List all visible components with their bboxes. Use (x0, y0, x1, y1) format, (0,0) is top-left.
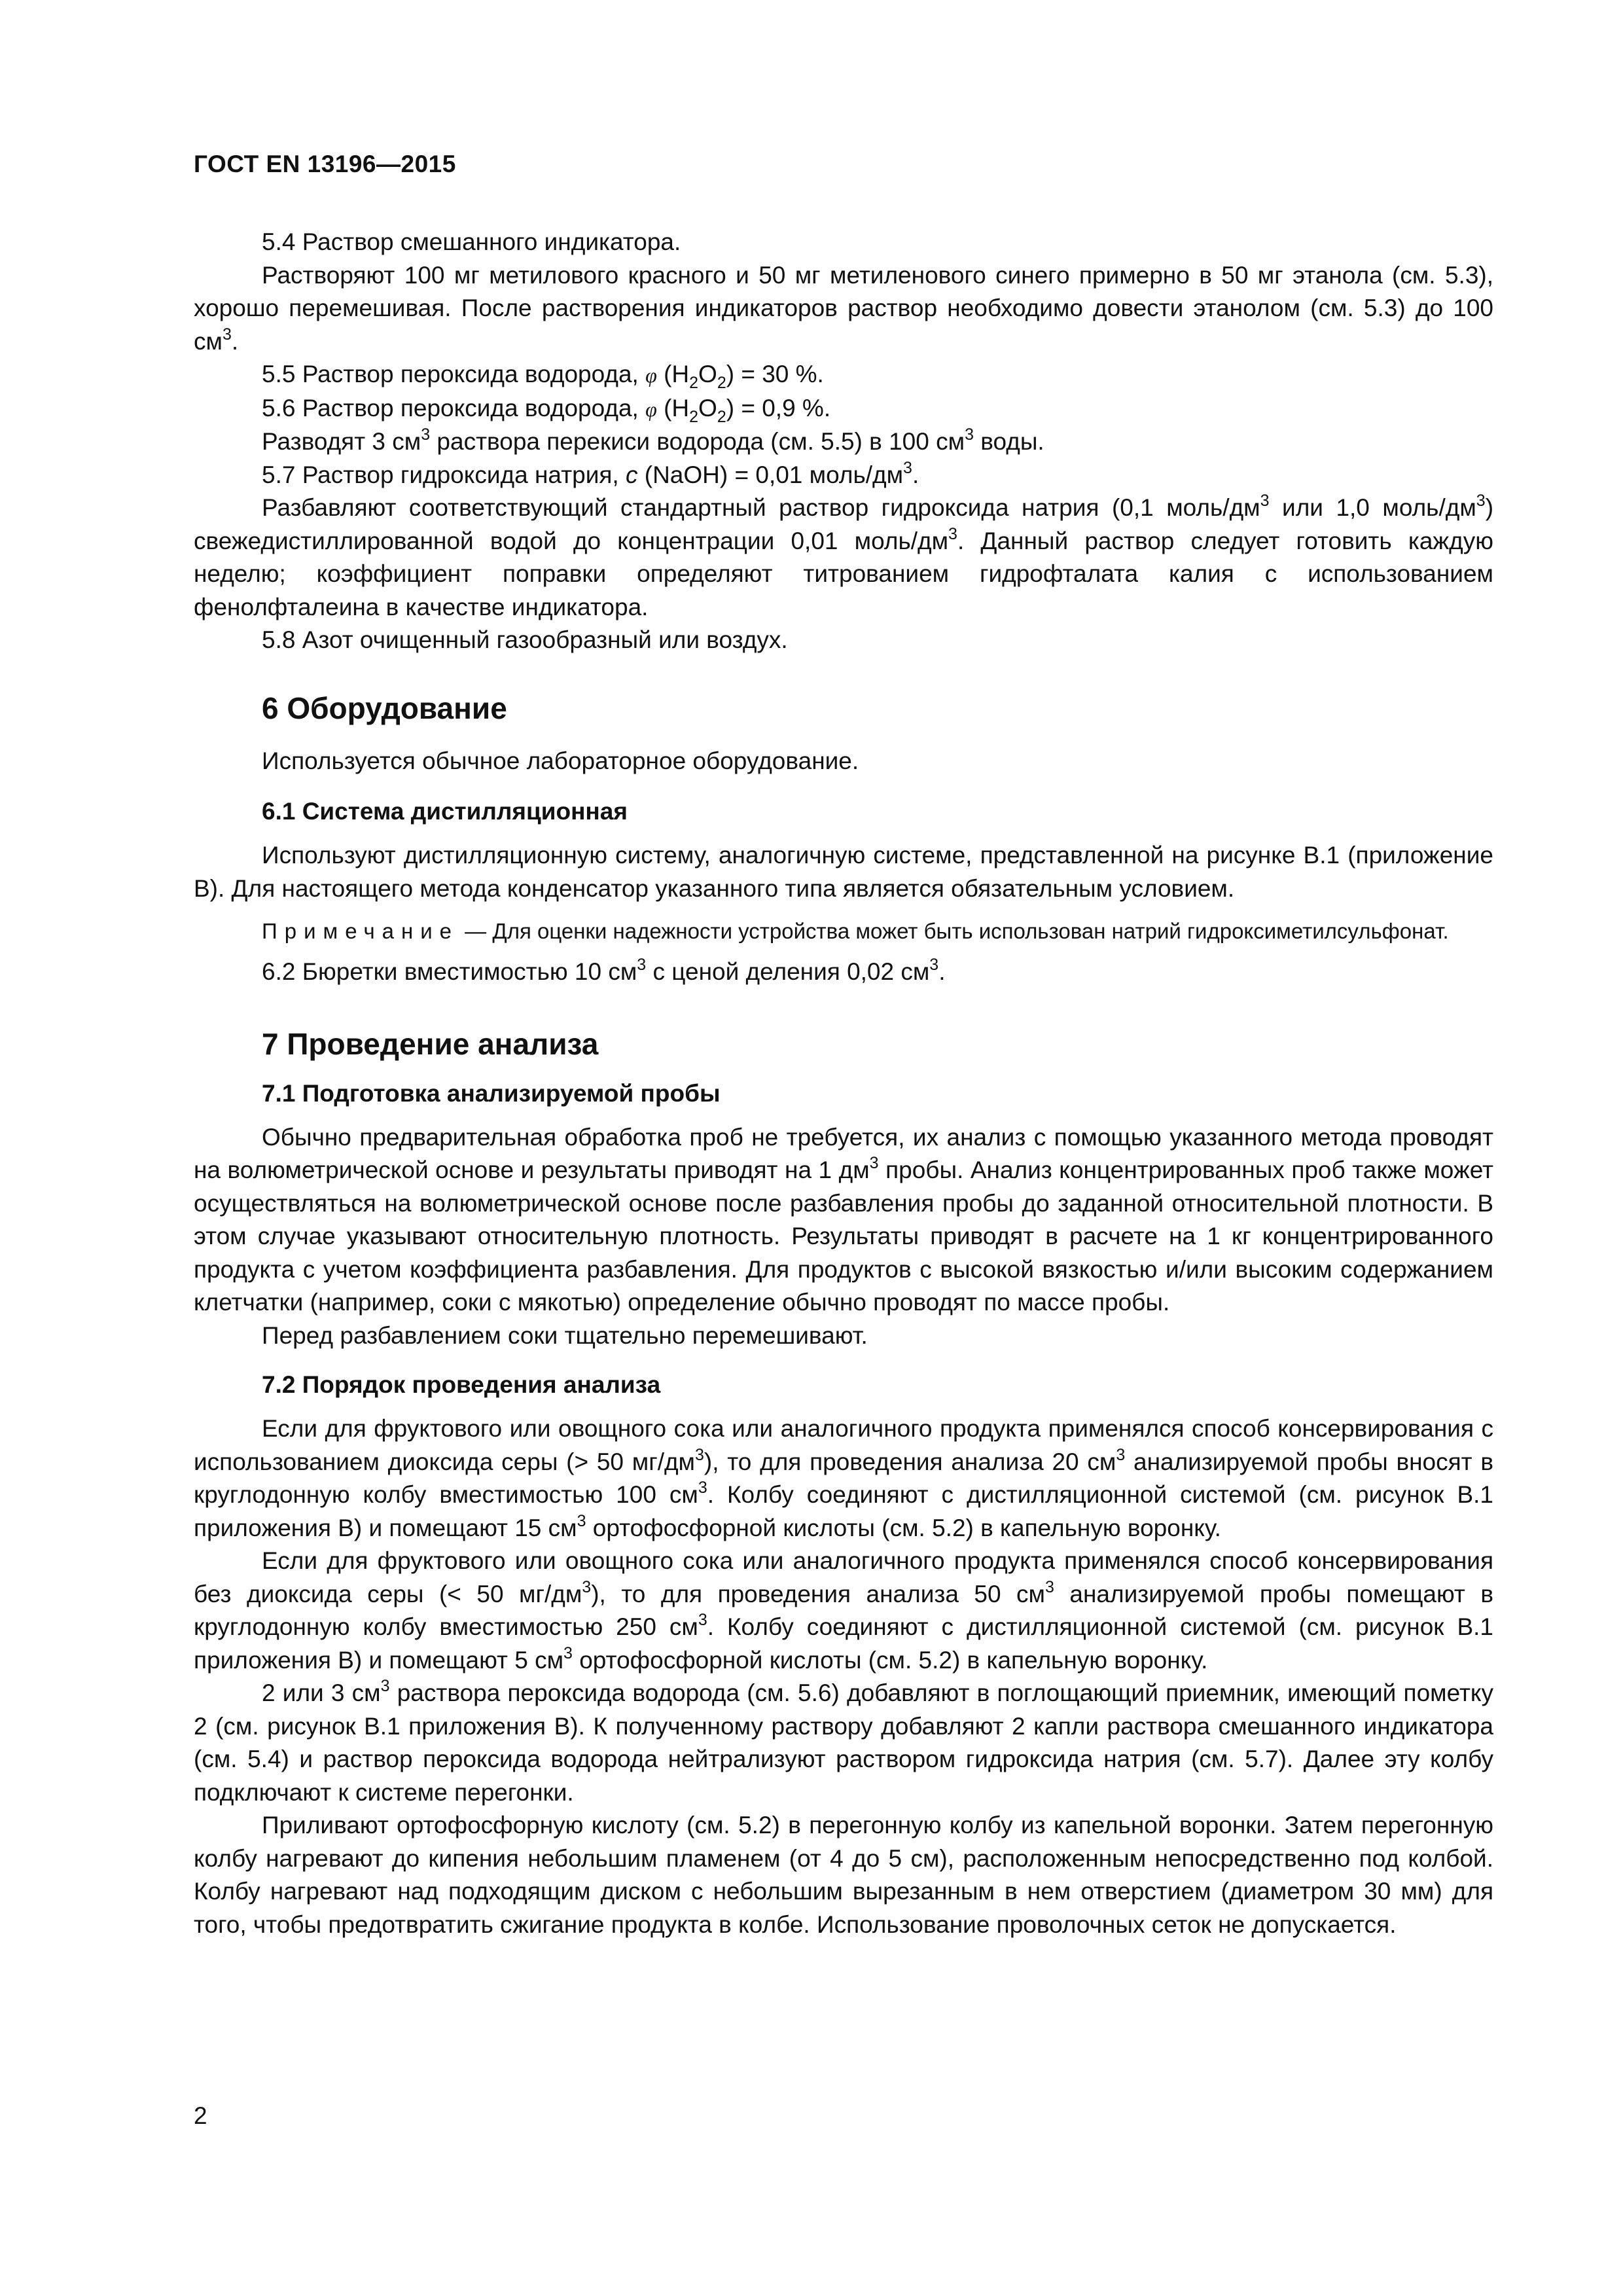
section-heading-7: 7 Проведение анализа (262, 1026, 599, 1061)
subsection-heading-6-1: 6.1 Система дистилляционная (262, 798, 628, 825)
page-number: 2 (194, 2102, 207, 2129)
paragraph-5-4: 5.4 Раствор смешанного индикатора. (262, 228, 681, 255)
paragraph-5-6-text: Разводят 3 $см^3$ раствора перекиси водорода (см. 5.5) в 100 $см^3$ воды. (262, 425, 1044, 455)
subsection-heading-7-2: 7.2 Порядок проведения анализа (262, 1371, 661, 1398)
paragraph-5-8: 5.8 Азот очищенный газообразный или воздух. (262, 626, 788, 653)
paragraph-7-2-a: Если для фруктового или овощного сока или аналогичного продукта применялся способ консервирования с использованием диоксида серы (> 50 $мг/дм^3$), то для проведения анализа 20 $см^3$ анализируемой пробы вносят в круглодонную колбу вместимостью 100 $см^3$. Колбу соединяют с дистилляционной системой (см. рисунок В.1 приложения В) и помещают 15 $см^3$ ортофосфорной кислоты (см. 5.2) в капельную воронку. (194, 1415, 1494, 1541)
paragraph-5-7: 5.7 Раствор гидроксида натрия, c (NaOH) = 0,01 моль/$дм^3$. (262, 458, 919, 488)
paragraph-5-5: 5.5 Раствор пероксида водорода, φ $(H_2O_2) = 30$ %. (262, 361, 824, 392)
section-heading-6: 6 Оборудование (262, 691, 507, 725)
paragraph-7-1: Обычно предварительная обработка проб не требуется, их анализ с помощью указанного метода проводят на волюметрической основе и результаты приводят на 1 $дм^3$ пробы. Анализ концентрированных проб также может осуществляться на волюметрической основе после разбавления пробы до заданной относительной плотности. В этом случае указывают относительную плотность. Результаты приводят в расчете на 1 кг концентрированного продукта с учетом коэффициента разбавления. Для продуктов с высокой вязкостью и/или высоким содержанием клетчатки (например, соки с мякотью) определение обычно проводят по массе пробы. (194, 1123, 1494, 1316)
note-label: Примечание (262, 919, 459, 943)
document-header: ГОСТ EN 13196—2015 (194, 151, 456, 177)
paragraph-5-4-text: Растворяют 100 мг метилового красного и 50 мг метиленового синего примерно в 50 мг этанола (см. 5.3), хорошо перемешивая. После растворения индикаторов раствор необходимо довести этанолом (см. 5.3) до 100 $см^3$. (194, 261, 1493, 355)
note-6-1: Примечание — Для оценки надежности устройства может быть использован натрий гидроксиметилсульфонат. (262, 919, 1449, 943)
paragraph-7-2-c: 2 или 3 $см^3$ раствора пероксида водорода (см. 5.6) добавляют в поглощающий приемник, имеющий пометку 2 (см. рисунок В.1 приложения В). К полученному раствору добавляют 2 капли раствора смешанного индикатора (см. 5.4) и раствор пероксида водорода нейтрализуют раствором гидроксида натрия (см. 5.7). Далее эту колбу подключают к системе перегонки. (194, 1677, 1493, 1806)
paragraph-5-7-text: Разбавляют соответствующий стандартный раствор гидроксида натрия (0,1 моль/$дм^3$ или 1,0 моль/$дм^3$) свежедистиллированной водой до концентрации 0,01 моль/$дм^3$. Данный раствор следует готовить каждую неделю; коэффициент поправки определяют титрованием гидрофталата калия с использованием фенолфталеина в качестве индикатора. (194, 492, 1494, 620)
paragraph-7-2-d: Приливают ортофосфорную кислоту (см. 5.2) в перегонную колбу из капельной воронки. Затем перегонную колбу нагревают до кипения небольшим пламенем (от 4 до 5 см), расположенным непосредственно под колбой. Колбу нагревают над подходящим диском с небольшим вырезанным в нем отверстием (диаметром 30 мм) для того, чтобы предотвратить сжигание продукта в колбе. Использование проволочных сеток не допускается. (194, 1812, 1493, 1938)
paragraph-7-1-mix: Перед разбавлением соки тщательно перемешивают. (262, 1321, 868, 1349)
paragraph-5-6: 5.6 Раствор пероксида водорода, φ $(H_2O_2) = 0,9$ %. (262, 394, 831, 426)
paragraph-6-2: 6.2 Бюретки вместимостью 10 $см^3$ с ценой деления 0,02 $см^3$. (262, 956, 946, 985)
paragraph-6-1: Используют дистилляционную систему, аналогичную системе, представленной на рисунке В.1 (приложение В). Для настоящего метода конденсатор указанного типа является обязательным условием. (194, 842, 1493, 902)
paragraph-7-2-b: Если для фруктового или овощного сока или аналогичного продукта применялся способ консервирования без диоксида серы (< 50 $мг/дм^3$), то для проведения анализа 50 $см^3$ анализируемой пробы помещают в круглодонную колбу вместимостью 250 $см^3$. Колбу соединяют с дистилляционной системой (см. рисунок В.1 приложения В) и помещают 5 $см^3$ ортофосфорной кислоты (см. 5.2) в капельную воронку. (194, 1547, 1493, 1674)
document-body (194, 226, 1493, 1941)
paragraph-6-intro: Используется обычное лабораторное оборудование. (262, 747, 859, 774)
subsection-heading-7-1: 7.1 Подготовка анализируемой пробы (262, 1079, 721, 1107)
